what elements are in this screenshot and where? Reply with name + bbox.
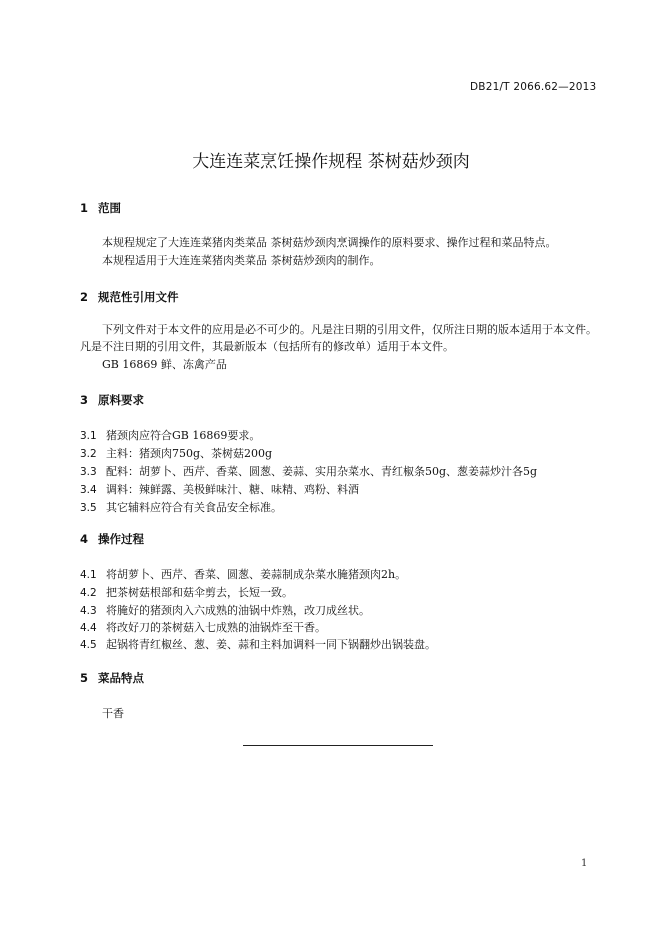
item-text: 起锅将青红椒丝、葱、姜、蒜和主料加调料一同下锅翻炒出锅装盘。	[106, 638, 436, 651]
list-item	[80, 584, 293, 600]
item-text: 猪颈肉应符合GB 16869要求。	[106, 429, 261, 442]
section-title: 操作过程	[98, 532, 144, 546]
section-title: 菜品特点	[98, 671, 144, 685]
document-code: DB21/T 2066.62—2013	[470, 81, 597, 93]
item-text: 调料：辣鲜露、美极鲜味汁、糖、味精、鸡粉、料酒	[106, 483, 359, 496]
section-number: 2	[80, 290, 89, 304]
scope-paragraph-1: 本规程规定了大连连菜猪肉类菜品 茶树菇炒颈肉烹调操作的原料要求、操作过程和菜品特点。	[102, 236, 557, 249]
item-number: 4.5	[80, 639, 97, 651]
list-item	[80, 636, 436, 652]
item-number: 3.4	[80, 484, 97, 496]
item-number: 3.3	[80, 466, 97, 478]
section-2-heading	[80, 289, 179, 305]
item-text: 把茶树菇根部和菇伞剪去，长短一致。	[106, 586, 293, 599]
item-text: 将改好刀的茶树菇入七成熟的油锅炸至干香。	[106, 621, 326, 634]
section-3-heading	[80, 392, 144, 408]
item-number: 4.4	[80, 622, 97, 634]
section-5-heading	[80, 670, 144, 686]
section-number: 4	[80, 532, 89, 546]
dish-characteristics: 干香	[102, 707, 124, 720]
item-number: 3.5	[80, 502, 97, 514]
item-text: 主料：猪颈肉750g、茶树菇200g	[106, 447, 273, 460]
list-item	[80, 602, 370, 618]
item-number: 4.1	[80, 569, 97, 581]
item-number: 3.2	[80, 448, 97, 460]
end-rule	[243, 745, 433, 746]
list-item	[80, 445, 272, 461]
section-4-heading	[80, 531, 144, 547]
list-item	[80, 481, 359, 497]
section-1-heading	[80, 200, 121, 216]
section-number: 3	[80, 393, 89, 407]
item-text: 其它辅料应符合有关食品安全标准。	[106, 501, 282, 514]
section-title: 范围	[98, 201, 121, 215]
list-item	[80, 566, 406, 582]
item-number: 4.3	[80, 605, 97, 617]
item-text: 将胡萝卜、西芹、香菜、圆葱、姜蒜制成杂菜水腌猪颈肉2h。	[106, 568, 407, 581]
reference-standard: GB 16869 鲜、冻禽产品	[102, 358, 227, 371]
list-item	[80, 463, 537, 479]
section-number: 1	[80, 201, 89, 215]
page-number: 1	[581, 858, 588, 869]
item-number: 3.1	[80, 430, 97, 442]
list-item	[80, 427, 260, 443]
section-number: 5	[80, 671, 89, 685]
scope-paragraph-2: 本规程适用于大连连菜猪肉类菜品 茶树菇炒颈肉的制作。	[102, 254, 381, 267]
list-item	[80, 499, 282, 515]
section-title: 原料要求	[98, 393, 144, 407]
section-title: 规范性引用文件	[98, 290, 179, 304]
item-text: 将腌好的猪颈肉入六成熟的油锅中炸熟，改刀成丝状。	[106, 604, 370, 617]
normative-references-paragraph: 下列文件对于本文件的应用是必不可少的。凡是注日期的引用文件，仅所注日期的版本适用于本文件。凡是不注日期的引用文件，其最新版本（包括所有的修改单）适用于本文件。	[80, 323, 597, 353]
list-item	[80, 619, 326, 635]
item-number: 4.2	[80, 587, 97, 599]
item-text: 配料：胡萝卜、西芹、香菜、圆葱、姜蒜、实用杂菜水、青红椒条50g、葱姜蒜炒汁各5g	[106, 465, 538, 478]
document-title: 大连连菜烹饪操作规程 茶树菇炒颈肉	[192, 152, 470, 172]
